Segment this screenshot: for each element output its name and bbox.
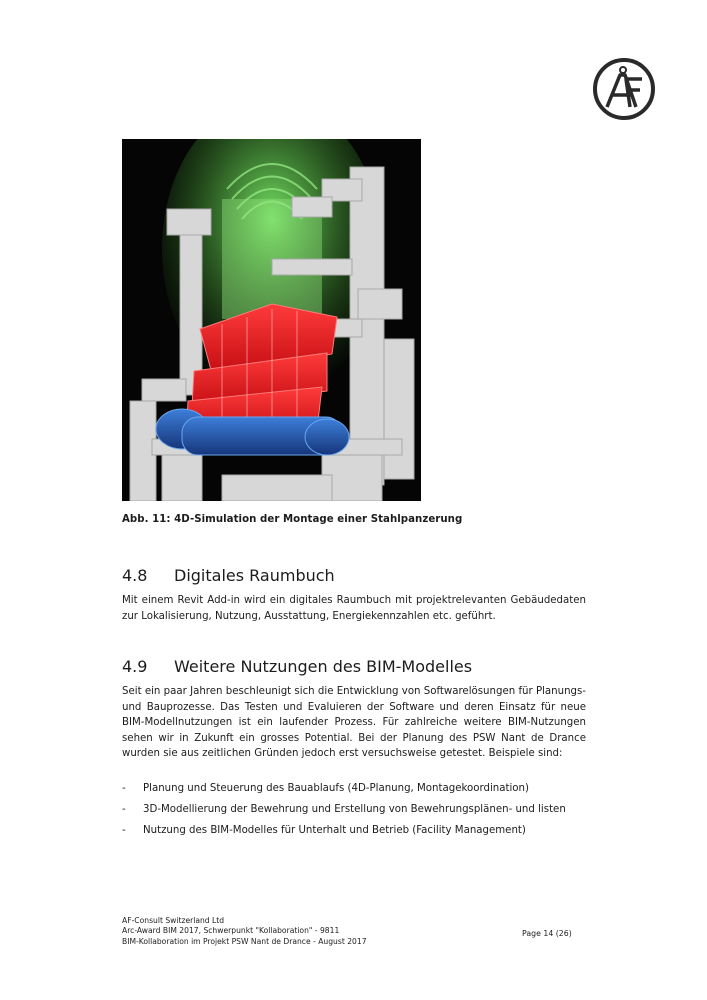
section-number: 4.9: [122, 657, 148, 676]
footer-line: Arc-Award BIM 2017, Schwerpunkt "Kollaboration" - 9811: [122, 926, 340, 936]
company-logo: [592, 57, 656, 121]
page-number: Page 14 (26): [522, 929, 572, 938]
list-marker: -: [122, 804, 126, 815]
bullet-list: [122, 781, 592, 844]
section-title: Digitales Raumbuch: [174, 566, 335, 585]
section-paragraph: Mit einem Revit Add-in wird ein digitales Raumbuch mit projektrelevanten Gebäudedaten zur Lokalisierung, Nutzung, Ausstattung, Energiekennzahlen etc. geführt.: [122, 595, 586, 622]
list-marker: -: [122, 783, 126, 794]
section-title: Weitere Nutzungen des BIM-Modelles: [174, 657, 473, 676]
page-footer: [122, 916, 452, 947]
footer-line: AF-Consult Switzerland Ltd: [122, 916, 225, 925]
section-heading-4-9: [122, 657, 472, 676]
figure-caption: Abb. 11: 4D-Simulation der Montage einer Stahlpanzerung: [122, 514, 463, 525]
list-item-text: 3D-Modellierung der Bewehrung und Erstellung von Bewehrungsplänen- und listen: [143, 804, 566, 815]
list-item-text: Nutzung des BIM-Modelles für Unterhalt und Betrieb (Facility Management): [143, 825, 526, 836]
list-marker: -: [122, 825, 126, 836]
footer-line: BIM-Kollaboration im Projekt PSW Nant de Drance - August 2017: [122, 936, 367, 946]
list-item: [122, 802, 592, 823]
list-item-text: Planung und Steuerung des Bauablaufs (4D-Planung, Montagekoordination): [143, 783, 529, 794]
section-number: 4.8: [122, 566, 148, 585]
section-heading-4-8: [122, 566, 335, 585]
section-paragraph: Seit ein paar Jahren beschleunigt sich die Entwicklung von Softwarelösungen für Planungs- und Bauprozesse. Das Testen und Evaluieren der Software und deren Einsatz für neue BIM-Modellnutzungen ist ein laufender Prozess. Für zahlreiche weitere BIM-Nutzungen sehen wir in Zukunft ein grosses Potential. Bei der Planung des PSW Nant de Drance wurden sie aus zeitlichen Gründen jedoch erst versuchsweise getestet. Beispiele sind:: [122, 686, 586, 760]
list-item: [122, 781, 592, 802]
simulation-image: [122, 139, 421, 501]
list-item: [122, 823, 592, 844]
